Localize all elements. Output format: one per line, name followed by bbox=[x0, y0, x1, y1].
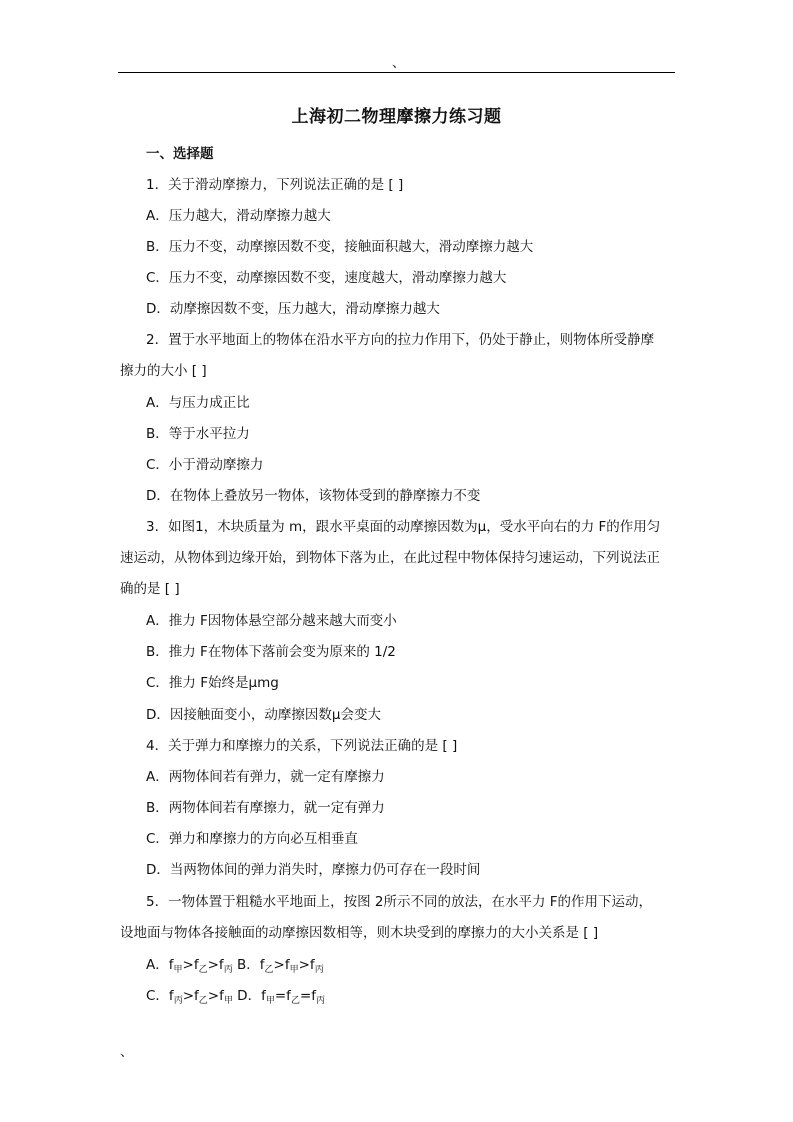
question-3-cont-2: 确的是 [ ] bbox=[120, 581, 180, 597]
q4-option-d: D．当两物体间的弹力消失时，摩擦力仍可存在一段时间 bbox=[146, 862, 481, 878]
question-5-cont: 设地面与物体各接触面的动摩擦因数相等，则木块受到的摩擦力的大小关系是 [ ] bbox=[120, 925, 599, 941]
q5-options-cd: C．$f_丙>f_乙>f_甲$ D．$f_甲=f_乙=f_丙$ bbox=[146, 988, 326, 1006]
question-1: 1．关于滑动摩擦力，下列说法正确的是 [ ] bbox=[146, 177, 404, 193]
q4-option-b: B．两物体间若有摩擦力，就一定有弹力 bbox=[146, 800, 385, 816]
section-heading: 一、选择题 bbox=[146, 146, 214, 162]
q2-option-a: A．与压力成正比 bbox=[146, 395, 250, 411]
question-5: 5．一物体置于粗糙水平地面上，按图 2所示不同的放法，在水平力 F的作用下运动， bbox=[146, 894, 653, 910]
header-rule bbox=[118, 72, 675, 73]
q1-option-b: B．压力不变，动摩擦因数不变，接触面积越大，滑动摩擦力越大 bbox=[146, 239, 534, 255]
q3-option-d: D．因接触面变小，动摩擦因数μ会变大 bbox=[146, 707, 381, 723]
q4-option-c: C．弹力和摩擦力的方向必互相垂直 bbox=[146, 831, 358, 847]
q2-option-b: B．等于水平拉力 bbox=[146, 426, 250, 442]
q3-option-b: B．推力 F在物体下落前会变为原来的 1/2 bbox=[146, 644, 396, 660]
q1-option-d: D．动摩擦因数不变，压力越大，滑动摩擦力越大 bbox=[146, 301, 440, 317]
footer-mark: 、 bbox=[120, 1045, 134, 1060]
q1-option-a: A．压力越大，滑动摩擦力越大 bbox=[146, 208, 331, 224]
question-3: 3．如图1，木块质量为 m，跟水平桌面的动摩擦因数为μ，受水平向右的力 F的作用匀 bbox=[146, 519, 661, 535]
question-4: 4．关于弹力和摩擦力的关系，下列说法正确的是 [ ] bbox=[146, 738, 458, 754]
q4-option-a: A．两物体间若有弹力，就一定有摩擦力 bbox=[146, 769, 385, 785]
q2-option-c: C．小于滑动摩擦力 bbox=[146, 457, 264, 473]
page-title: 上海初二物理摩擦力练习题 bbox=[291, 107, 502, 127]
question-3-cont-1: 速运动，从物体到边缘开始，到物体下落为止，在此过程中物体保持匀速运动，下列说法正 bbox=[120, 550, 660, 566]
q5-options-ab: A．$f_甲>f_乙>f_丙$ B．$f_乙>f_甲>f_丙$ bbox=[146, 957, 324, 975]
q3-option-a: A．推力 F因物体悬空部分越来越大而变小 bbox=[146, 613, 397, 629]
q2-option-d: D．在物体上叠放另一物体，该物体受到的静摩擦力不变 bbox=[146, 488, 481, 504]
question-2: 2．置于水平地面上的物体在沿水平方向的拉力作用下，仍处于静止，则物体所受静摩 bbox=[146, 332, 655, 348]
question-2-cont: 擦力的大小 [ ] bbox=[120, 363, 207, 379]
q1-option-c: C．压力不变，动摩擦因数不变，速度越大，滑动摩擦力越大 bbox=[146, 270, 507, 286]
header-mark: 、 bbox=[392, 56, 406, 71]
q3-option-c: C．推力 F始终是μmg bbox=[146, 675, 279, 691]
